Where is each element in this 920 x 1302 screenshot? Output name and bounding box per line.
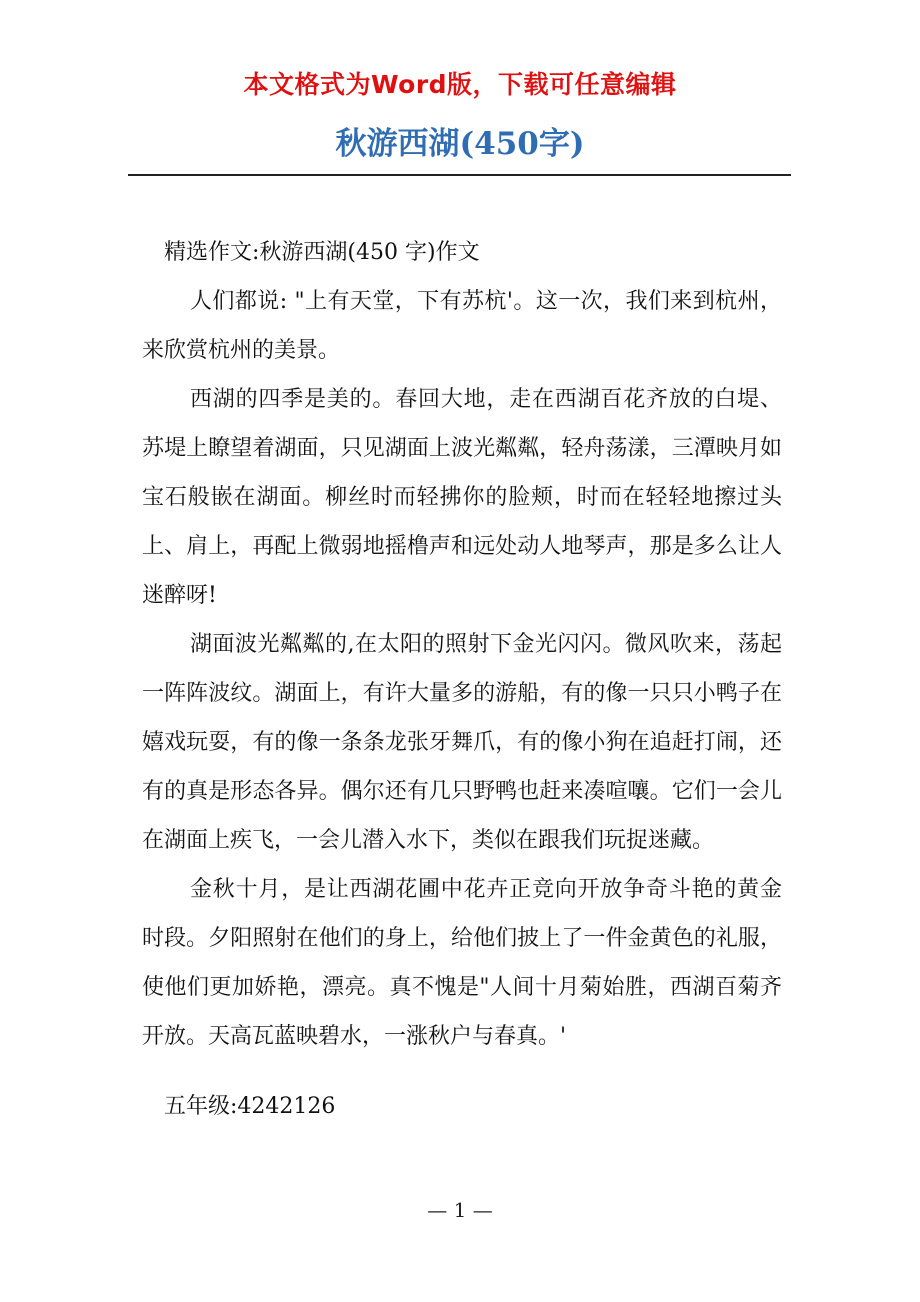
grade-label: 五年级:4242126: [164, 1094, 336, 1119]
paragraph-autumn: 金秋十月，是让西湖花圃中花卉正竞向开放争奇斗艳的黄金时段。夕阳照射在他们的身上，给他们披上了一件金黄色的礼服，使他们更加娇艳，漂亮。真不愧是"人间十月菊始胜，西湖百菊齐开放。天高瓦蓝映碧水，一涨秋户与春真。': [142, 877, 782, 1049]
paragraph-seasons: 西湖的四季是美的。春回大地，走在西湖百花齐放的白堤、苏堤上瞭望着湖面，只见湖面上波光粼粼，轻舟荡漾，三潭映月如宝石般嵌在湖面。柳丝时而轻拂你的脸颊，时而在轻轻地擦过头上、肩上，再配上微弱地摇橹声和远处动人地琴声，那是多么让人迷醉呀!: [142, 387, 782, 608]
download-banner: 本文格式为Word版，下载可任意编辑: [243, 70, 677, 99]
paragraph-lake: 湖面波光粼粼的,在太阳的照射下金光闪闪。微风吹来，荡起一阵阵波纹。湖面上，有许大量多的游船，有的像一只只小鸭子在嬉戏玩耍，有的像一条条龙张牙舞爪，有的像小狗在追赶打闹，还有的真是形态各异。偶尔还有几只野鸭也赶来凑喧嚷。它们一会儿在湖面上疾飞，一会儿潜入水下，类似在跟我们玩捉迷藏。: [142, 632, 782, 853]
paragraph-intro: 人们都说: "上有天堂，下有苏杭'。这一次，我们来到杭州，来欣赏杭州的美景。: [142, 289, 782, 363]
article-subtitle: 精选作文:秋游西湖(450 字)作文: [164, 240, 480, 265]
article-body: [142, 229, 782, 1131]
page-title: 秋游西湖(450字): [335, 126, 585, 162]
title-divider: [128, 174, 791, 176]
page-number: — 1 —: [427, 1198, 493, 1222]
